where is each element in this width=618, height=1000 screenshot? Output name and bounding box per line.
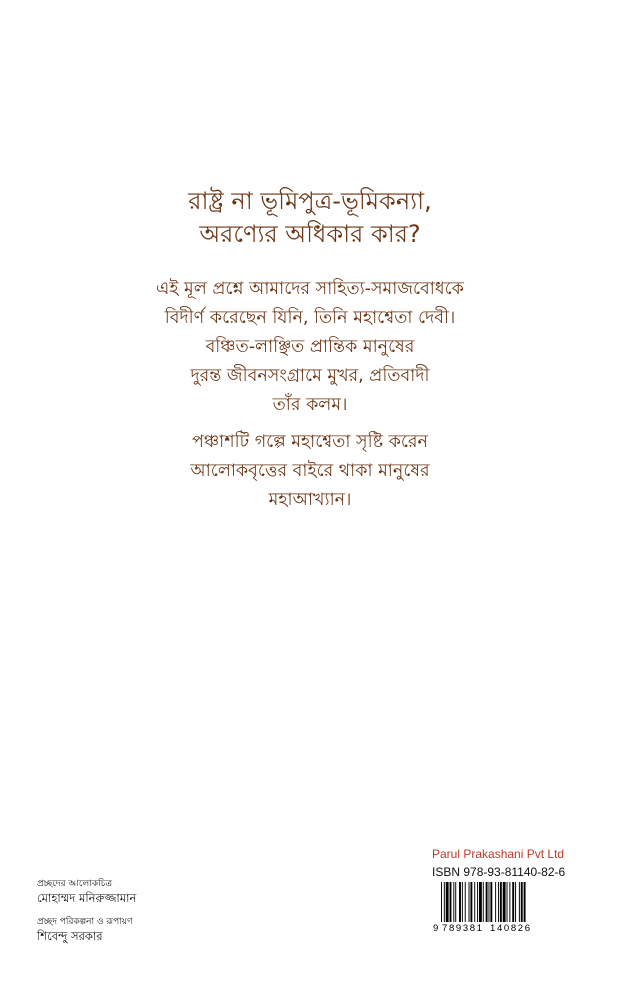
barcode-right-digits: 140826: [490, 923, 530, 934]
blurb-line: আলোকবৃত্তের বাইরে থাকা মানুষের: [190, 461, 430, 481]
barcode-bar: [479, 882, 482, 922]
barcode-bar: [524, 882, 526, 922]
barcode-bar: [521, 882, 523, 922]
photo-credit-name: মোহাম্মদ মনিরুজ্জামান: [37, 891, 137, 905]
barcode-left-digits: 789381: [442, 923, 482, 934]
barcode-bar: [515, 882, 516, 922]
barcode-bar: [490, 882, 492, 922]
barcode-bar: [512, 882, 514, 922]
publisher-name: Parul Prakashani Pvt Ltd: [432, 847, 565, 861]
barcode-bar: [462, 882, 463, 922]
barcode-bar: [450, 882, 452, 922]
blurb-paragraph-1: [40, 275, 580, 420]
barcode-bar: [470, 882, 472, 922]
barcode-bar: [483, 882, 484, 922]
barcode-bar: [519, 882, 520, 922]
barcode-bar: [459, 882, 461, 922]
title-line: অরণ্যের অধিকার কার?: [199, 220, 421, 248]
barcode-bar: [495, 882, 496, 922]
design-credit-label: প্রচ্ছদ পরিকল্পনা ও রূপায়ণ: [37, 917, 133, 927]
cover-credits: [37, 878, 136, 954]
barcode-bar: [455, 882, 456, 922]
barcode-bar: [509, 882, 510, 922]
blurb-line: বঞ্চিত-লাঞ্ছিত প্রান্তিক মানুষের: [205, 337, 415, 357]
photo-credit-label: প্রচ্ছদের আলোকচিত্র: [37, 879, 113, 889]
barcode-bar: [500, 882, 502, 922]
blurb-line: পঞ্চাশটি গল্পে মহাশ্বেতা সৃষ্টি করেন: [191, 432, 428, 452]
barcode-bar: [489, 882, 490, 922]
blurb-paragraph-2: [40, 428, 580, 515]
barcode-bar: [453, 882, 454, 922]
barcode-bar: [503, 882, 506, 922]
barcode-bar: [446, 882, 449, 922]
barcode-bar: [507, 882, 508, 922]
barcode-bar: [498, 882, 499, 922]
publisher-block: [432, 846, 565, 880]
blurb-line: তাঁর কলম।: [272, 395, 348, 415]
isbn-barcode: [431, 882, 541, 934]
barcode-bar: [465, 882, 466, 922]
blurb-line: এই মূল প্রশ্নে আমাদের সাহিত্য-সমাজবোধকে: [156, 279, 464, 299]
blurb-line: বিদীর্ণ করেছেন যিনি, তিনি মহাশ্বেতা দেবী।: [164, 308, 456, 328]
isbn-text: ISBN 978-93-81140-82-6: [432, 865, 566, 879]
barcode-bar: [441, 882, 442, 922]
cover-title: [60, 185, 560, 251]
barcode-bar: [486, 882, 488, 922]
barcode-bar: [477, 882, 478, 922]
blurb-line: মহাআখ্যান।: [268, 490, 352, 510]
barcode-first-digit: 9: [433, 923, 439, 934]
barcode-bar: [469, 882, 470, 922]
barcode-bar: [474, 882, 475, 922]
blurb-line: দুরন্ত জীবনসংগ্রামে মুখর, প্রতিবাদী: [190, 366, 430, 386]
barcode-bar: [444, 882, 445, 922]
title-line: রাষ্ট্র না ভূমিপুত্র-ভূমিকন্যা,: [188, 187, 432, 215]
design-credit-name: শিবেন্দু সরকার: [37, 929, 103, 943]
